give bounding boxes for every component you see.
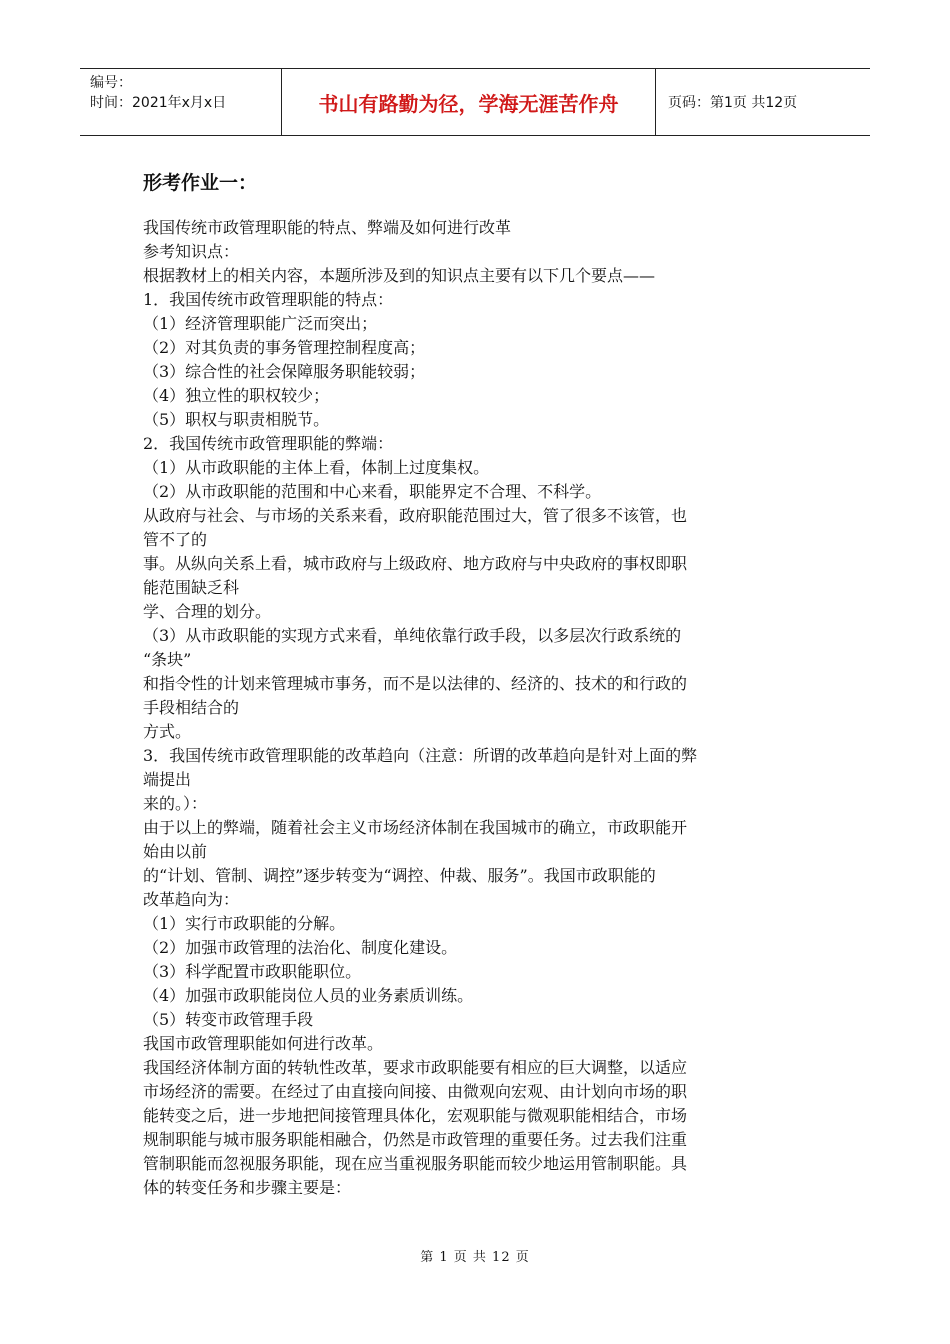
text-line: （5）转变市政管理手段 xyxy=(143,1010,314,1029)
text-line: （2）加强市政管理的法治化、制度化建设。 xyxy=(143,938,458,957)
paragraph-line: 体的转变任务和步骤主要是： xyxy=(143,1178,352,1197)
document-code-label: 编号： xyxy=(90,75,132,91)
document-date-label: 时间：2021年x月x日 xyxy=(90,95,227,111)
text-line: （1）从市政职能的主体上看，体制上过度集权。 xyxy=(143,458,490,477)
text-line: 和指令性的计划来管理城市事务，而不是以法律的、经济的、技术的和行政的 xyxy=(143,674,688,693)
document-body xyxy=(143,168,803,1200)
text-line: 我国市政管理职能如何进行改革。 xyxy=(143,1034,384,1053)
text-line: （4）加强市政职能岗位人员的业务素质训练。 xyxy=(143,986,474,1005)
text-line: 参考知识点： xyxy=(143,242,240,261)
text-line: 始由以前 xyxy=(143,842,208,861)
text-line: 根据教材上的相关内容，本题所涉及到的知识点主要有以下几个要点—— xyxy=(143,266,656,285)
page-footer: 第 1 页 共 12 页 xyxy=(420,1250,530,1265)
text-line: 能范围缺乏科 xyxy=(143,578,240,597)
document-paragraph xyxy=(143,1056,803,1200)
text-line: “条块” xyxy=(143,650,192,669)
text-line: （2）从市政职能的范围和中心来看，职能界定不合理、不科学。 xyxy=(143,482,602,501)
text-line: 来的。）： xyxy=(143,794,208,813)
text-line: （2）对其负责的事务管理控制程度高； xyxy=(143,338,426,357)
page-header xyxy=(80,68,870,136)
header-motto: 书山有路勤为径，学海无涯苦作舟 xyxy=(282,69,656,135)
text-line: 3．我国传统市政管理职能的改革趋向（注意：所谓的改革趋向是针对上面的弊 xyxy=(143,746,698,765)
paragraph-line: 规制职能与城市服务职能相融合，仍然是市政管理的重要任务。过去我们注重 xyxy=(143,1130,688,1149)
text-line: 端提出 xyxy=(143,770,192,789)
document-title: 形考作业一： xyxy=(143,172,258,194)
header-meta xyxy=(80,69,282,135)
text-line: 手段相结合的 xyxy=(143,698,240,717)
text-line: （4）独立性的职权较少； xyxy=(143,386,330,405)
paragraph-line: 我国经济体制方面的转轨性改革，要求市政职能要有相应的巨大调整，以适应 xyxy=(143,1058,688,1077)
text-line: 从政府与社会、与市场的关系来看，政府职能范围过大，管了很多不该管，也 xyxy=(143,506,688,525)
text-line: （1）实行市政职能的分解。 xyxy=(143,914,346,933)
text-line: 的“计划、管制、调控”逐步转变为“调控、仲裁、服务”。我国市政职能的 xyxy=(143,866,656,885)
paragraph-line: 管制职能而忽视服务职能，现在应当重视服务职能而较少地运用管制职能。具 xyxy=(143,1154,688,1173)
text-line: （3）科学配置市政职能职位。 xyxy=(143,962,362,981)
text-line: 改革趋向为： xyxy=(143,890,240,909)
text-line: 2．我国传统市政管理职能的弊端： xyxy=(143,434,394,453)
text-line: （3）综合性的社会保障服务职能较弱； xyxy=(143,362,426,381)
text-line: （1）经济管理职能广泛而突出； xyxy=(143,314,378,333)
text-line: （3）从市政职能的实现方式来看，单纯依靠行政手段，以多层次行政系统的 xyxy=(143,626,682,645)
text-line: 事。从纵向关系上看，城市政府与上级政府、地方政府与中央政府的事权即职 xyxy=(143,554,688,573)
text-line: 管不了的 xyxy=(143,530,208,549)
text-line: 我国传统市政管理职能的特点、弊端及如何进行改革 xyxy=(143,218,512,237)
text-line: 1．我国传统市政管理职能的特点： xyxy=(143,290,394,309)
text-line: 由于以上的弊端，随着社会主义市场经济体制在我国城市的确立，市政职能开 xyxy=(143,818,688,837)
paragraph-line: 市场经济的需要。在经过了由直接向间接、由微观向宏观、由计划向市场的职 xyxy=(143,1082,688,1101)
document-lines xyxy=(143,216,803,1056)
text-line: （5）职权与职责相脱节。 xyxy=(143,410,330,429)
header-page-info: 页码：第1页 共12页 xyxy=(668,95,798,111)
text-line: 学、合理的划分。 xyxy=(143,602,272,621)
text-line: 方式。 xyxy=(143,722,192,741)
paragraph-line: 能转变之后，进一步地把间接管理具体化，宏观职能与微观职能相结合，市场 xyxy=(143,1106,688,1125)
